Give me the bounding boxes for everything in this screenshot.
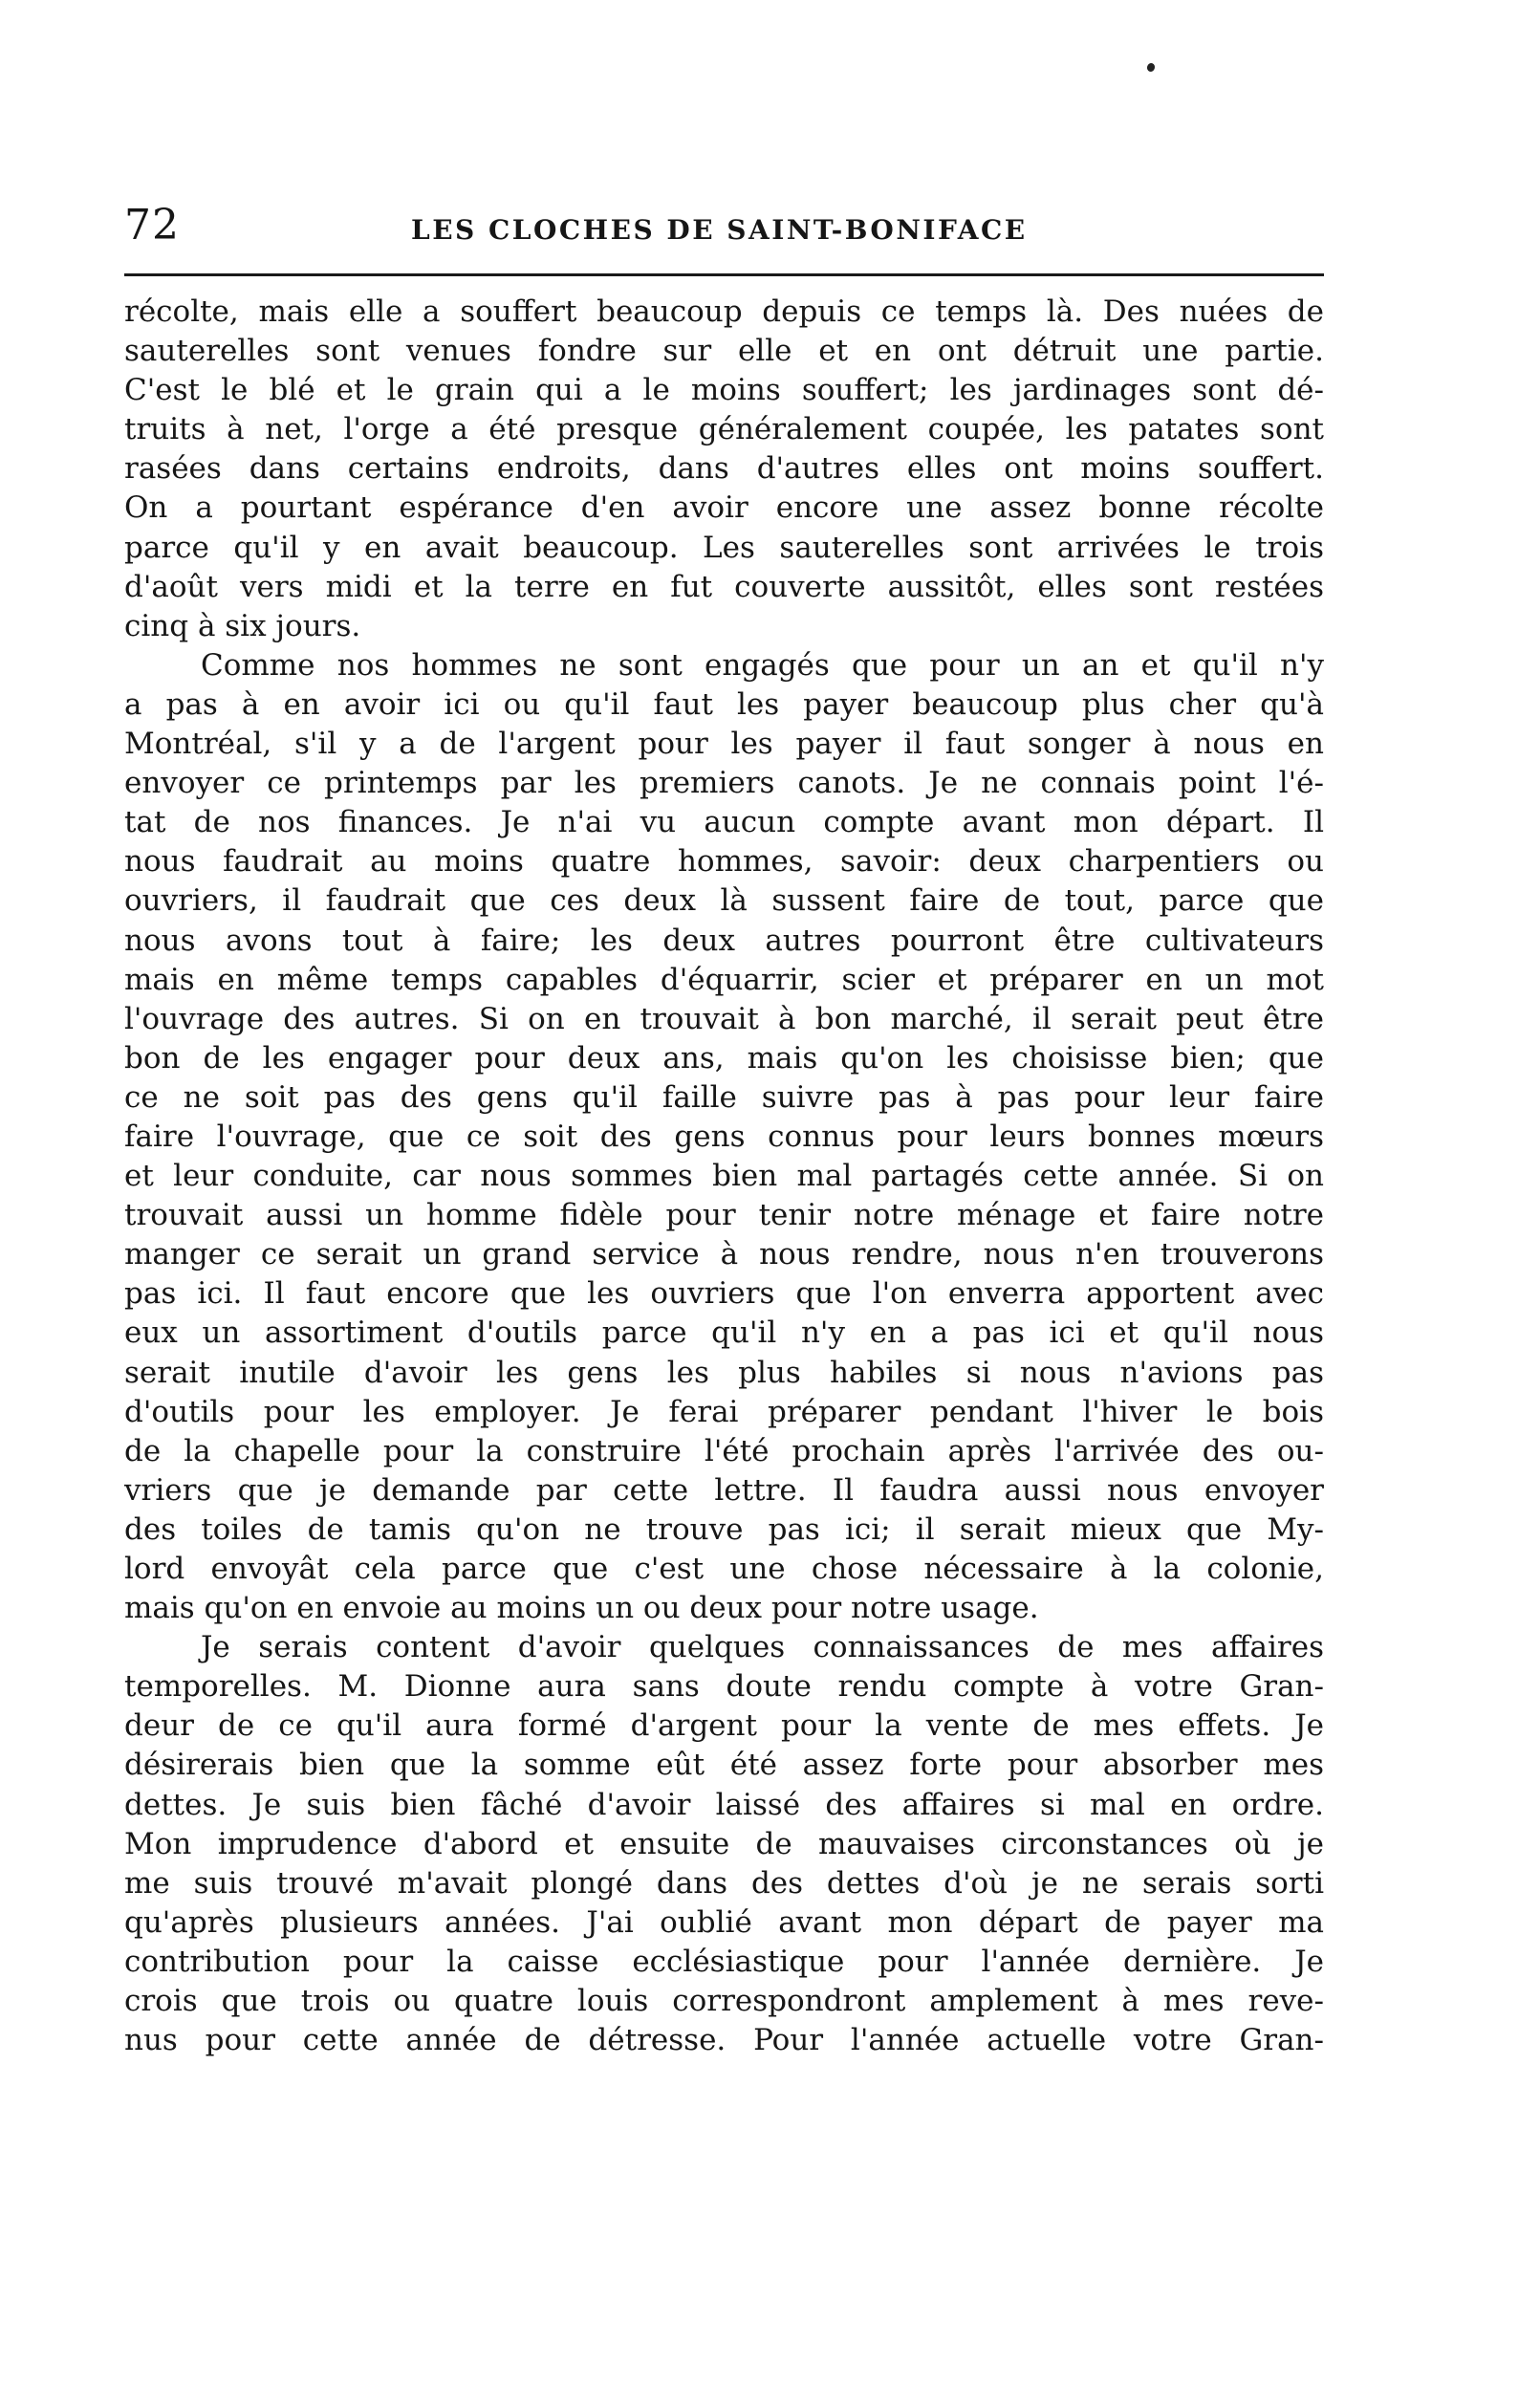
ink-speck	[1146, 62, 1157, 73]
text-line: crois que trois ou quatre louis correspondront amplement à mes reve-	[124, 1984, 1324, 2019]
text-line: truits à net, l'orge a été presque généralement coupée, les patates sont	[124, 412, 1324, 447]
text-line: des toiles de tamis qu'on ne trouve pas ici; il serait mieux que My-	[124, 1511, 1324, 1547]
text-line: lord envoyât cela parce que c'est une chose nécessaire à la colonie,	[124, 1552, 1324, 1586]
running-title: LES CLOCHES DE SAINT-BONIFACE	[411, 214, 1028, 246]
text-line: Montréal, s'il y a de l'argent pour les payer il faut songer à nous en	[124, 727, 1324, 762]
text-line: rasées dans certains endroits, dans d'autres elles ont moins souffert.	[124, 451, 1324, 487]
text-line: l'ouvrage des autres. Si on en trouvait à bon marché, il serait peut être	[124, 1001, 1324, 1036]
text-line: d'août vers midi et la terre en fut couverte aussitôt, elles sont restées	[124, 569, 1324, 604]
text-line: a pas à en avoir ici ou qu'il faut les payer beaucoup plus cher qu'à	[124, 686, 1324, 722]
text-line: vriers que je demande par cette lettre. Il faudra aussi nous envoyer	[124, 1472, 1324, 1508]
text-line: récolte, mais elle a souffert beaucoup depuis ce temps là. Des nuées de	[124, 294, 1324, 329]
text-line: sauterelles sont venues fondre sur elle et en ont détruit une partie.	[124, 334, 1324, 369]
paragraph-end-line: cinq à six jours.	[124, 608, 361, 643]
text-line: d'outils pour les employer. Je ferai préparer pendant l'hiver le bois	[124, 1394, 1324, 1429]
text-line: désirerais bien que la somme eût été assez forte pour absorber mes	[124, 1748, 1324, 1783]
text-line: trouvait aussi un homme fidèle pour tenir notre ménage et faire notre	[124, 1198, 1324, 1233]
text-line: temporelles. M. Dionne aura sans doute rendu compte à votre Gran-	[124, 1669, 1324, 1705]
text-line: parce qu'il y en avait beaucoup. Les sauterelles sont arrivées le trois	[124, 530, 1324, 565]
text-line: tat de nos finances. Je n'ai vu aucun compte avant mon départ. Il	[124, 805, 1324, 840]
text-line: eux un assortiment d'outils parce qu'il n'y en a pas ici et qu'il nous	[124, 1315, 1324, 1351]
paragraph-start-line: Je serais content d'avoir quelques connaissances de mes affaires	[201, 1630, 1324, 1665]
text-line: manger ce serait un grand service à nous rendre, nous n'en trouverons	[124, 1237, 1324, 1272]
text-line: nous faudrait au moins quatre hommes, savoir: deux charpentiers ou	[124, 844, 1324, 880]
header-rule	[124, 273, 1324, 276]
text-line: ce ne soit pas des gens qu'il faille suivre pas à pas pour leur faire	[124, 1079, 1324, 1115]
page-header	[124, 191, 1324, 249]
text-line: nus pour cette année de détresse. Pour l'année actuelle votre Gran-	[124, 2023, 1324, 2058]
paragraph-start-line: Comme nos hommes ne sont engagés que pour un an et qu'il n'y	[201, 647, 1324, 683]
text-line: envoyer ce printemps par les premiers canots. Je ne connais point l'é-	[124, 766, 1324, 801]
text-line: contribution pour la caisse ecclésiastique pour l'année dernière. Je	[124, 1944, 1324, 1979]
paragraph-end-line: mais qu'on en envoie au moins un ou deux pour notre usage.	[124, 1591, 1039, 1626]
text-line: dettes. Je suis bien fâché d'avoir laissé des affaires si mal en ordre.	[124, 1787, 1324, 1822]
text-line: C'est le blé et le grain qui a le moins souffert; les jardinages sont dé-	[124, 373, 1324, 408]
text-line: bon de les engager pour deux ans, mais qu'on les choisisse bien; que	[124, 1040, 1324, 1076]
body-text	[124, 293, 1324, 2060]
text-line: serait inutile d'avoir les gens les plus habiles si nous n'avions pas	[124, 1355, 1324, 1390]
text-line: me suis trouvé m'avait plongé dans des dettes d'où je ne serais sorti	[124, 1865, 1324, 1901]
page-number: 72	[124, 201, 180, 250]
text-line: et leur conduite, car nous sommes bien mal partagés cette année. Si on	[124, 1159, 1324, 1194]
text-line: On a pourtant espérance d'en avoir encore une assez bonne récolte	[124, 490, 1324, 526]
text-line: Mon imprudence d'abord et ensuite de mauvaises circonstances où je	[124, 1826, 1324, 1861]
text-line: pas ici. Il faut encore que les ouvriers que l'on enverra apportent avec	[124, 1276, 1324, 1312]
text-line: de la chapelle pour la construire l'été prochain après l'arrivée des ou-	[124, 1433, 1324, 1468]
text-line: faire l'ouvrage, que ce soit des gens connus pour leurs bonnes mœurs	[124, 1119, 1324, 1154]
text-line: mais en même temps capables d'équarrir, scier et préparer en un mot	[124, 962, 1324, 997]
text-line: deur de ce qu'il aura formé d'argent pour la vente de mes effets. Je	[124, 1708, 1324, 1744]
text-line: qu'après plusieurs années. J'ai oublié avant mon départ de payer ma	[124, 1904, 1324, 1940]
text-line: nous avons tout à faire; les deux autres pourront être cultivateurs	[124, 923, 1324, 958]
text-line: ouvriers, il faudrait que ces deux là sussent faire de tout, parce que	[124, 883, 1324, 919]
